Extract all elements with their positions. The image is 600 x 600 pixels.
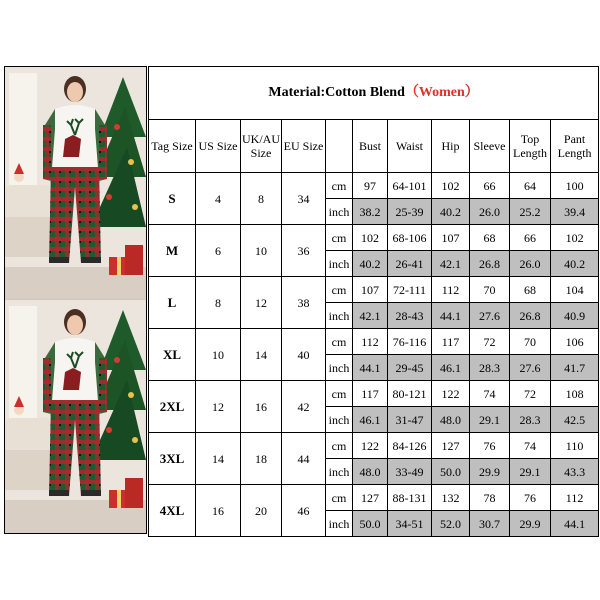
header-top-length: Top Length (510, 120, 551, 173)
header-us-size: US Size (196, 120, 241, 173)
hip-cm-cell: 122 (432, 381, 470, 407)
uk-au-size-cell: 12 (241, 277, 282, 329)
unit-inch-label: inch (326, 251, 353, 277)
top-length-cm-cell: 74 (510, 433, 551, 459)
hip-cm-cell: 117 (432, 329, 470, 355)
hip-inch-cell: 50.0 (432, 459, 470, 485)
top-length-cm-cell: 76 (510, 485, 551, 511)
unit-cm-label: cm (326, 381, 353, 407)
waist-inch-cell: 25-39 (388, 199, 432, 225)
tag-size-cell: L (149, 277, 196, 329)
us-size-cell: 4 (196, 173, 241, 225)
sleeve-cm-cell: 66 (470, 173, 510, 199)
size-row-cm (149, 277, 599, 303)
bust-inch-cell: 44.1 (353, 355, 388, 381)
sleeve-cm-cell: 68 (470, 225, 510, 251)
top-length-cm-cell: 68 (510, 277, 551, 303)
unit-cm-label: cm (326, 433, 353, 459)
waist-cm-cell: 64-101 (388, 173, 432, 199)
eu-size-cell: 40 (282, 329, 326, 381)
hip-inch-cell: 44.1 (432, 303, 470, 329)
waist-inch-cell: 26-41 (388, 251, 432, 277)
eu-size-cell: 46 (282, 485, 326, 537)
unit-inch-label: inch (326, 303, 353, 329)
bust-cm-cell: 102 (353, 225, 388, 251)
size-chart-table (148, 66, 599, 537)
top-length-cm-cell: 70 (510, 329, 551, 355)
sleeve-cm-cell: 76 (470, 433, 510, 459)
bust-inch-cell: 38.2 (353, 199, 388, 225)
pant-length-cm-cell: 112 (551, 485, 599, 511)
header-hip: Hip (432, 120, 470, 173)
size-row-cm (149, 485, 599, 511)
bust-inch-cell: 40.2 (353, 251, 388, 277)
bust-cm-cell: 97 (353, 173, 388, 199)
hip-cm-cell: 102 (432, 173, 470, 199)
hip-inch-cell: 52.0 (432, 511, 470, 537)
size-row-cm (149, 329, 599, 355)
model-illustration (5, 67, 146, 299)
size-row-cm (149, 225, 599, 251)
bust-inch-cell: 42.1 (353, 303, 388, 329)
hip-inch-cell: 42.1 (432, 251, 470, 277)
unit-inch-label: inch (326, 355, 353, 381)
pant-length-inch-cell: 40.2 (551, 251, 599, 277)
size-row-cm (149, 173, 599, 199)
waist-inch-cell: 29-45 (388, 355, 432, 381)
pant-length-cm-cell: 108 (551, 381, 599, 407)
table-title (149, 67, 599, 120)
pant-length-inch-cell: 40.9 (551, 303, 599, 329)
sleeve-cm-cell: 70 (470, 277, 510, 303)
top-length-inch-cell: 26.8 (510, 303, 551, 329)
header-waist: Waist (388, 120, 432, 173)
uk-au-size-cell: 18 (241, 433, 282, 485)
waist-inch-cell: 31-47 (388, 407, 432, 433)
product-photos (4, 66, 147, 534)
waist-cm-cell: 68-106 (388, 225, 432, 251)
header-eu-size: EU Size (282, 120, 326, 173)
header-uk-au-size: UK/AU Size (241, 120, 282, 173)
sleeve-cm-cell: 74 (470, 381, 510, 407)
us-size-cell: 14 (196, 433, 241, 485)
hip-cm-cell: 112 (432, 277, 470, 303)
hip-cm-cell: 107 (432, 225, 470, 251)
sleeve-inch-cell: 27.6 (470, 303, 510, 329)
waist-inch-cell: 28-43 (388, 303, 432, 329)
pant-length-cm-cell: 102 (551, 225, 599, 251)
material-label: Material:Cotton Blend (268, 85, 405, 100)
model-photo-front (5, 67, 146, 300)
top-length-inch-cell: 29.9 (510, 511, 551, 537)
size-row-cm (149, 433, 599, 459)
top-length-cm-cell: 64 (510, 173, 551, 199)
us-size-cell: 8 (196, 277, 241, 329)
unit-cm-label: cm (326, 485, 353, 511)
waist-cm-cell: 72-111 (388, 277, 432, 303)
unit-inch-label: inch (326, 199, 353, 225)
eu-size-cell: 38 (282, 277, 326, 329)
uk-au-size-cell: 20 (241, 485, 282, 537)
hip-inch-cell: 46.1 (432, 355, 470, 381)
hip-inch-cell: 48.0 (432, 407, 470, 433)
unit-inch-label: inch (326, 511, 353, 537)
pant-length-inch-cell: 42.5 (551, 407, 599, 433)
unit-cm-label: cm (326, 173, 353, 199)
waist-inch-cell: 33-49 (388, 459, 432, 485)
sleeve-inch-cell: 26.8 (470, 251, 510, 277)
pant-length-cm-cell: 104 (551, 277, 599, 303)
tag-size-cell: 3XL (149, 433, 196, 485)
eu-size-cell: 36 (282, 225, 326, 277)
tag-size-cell: 4XL (149, 485, 196, 537)
pant-length-cm-cell: 100 (551, 173, 599, 199)
header-unit (326, 120, 353, 173)
gender-label: （Women） (404, 85, 479, 100)
top-length-inch-cell: 28.3 (510, 407, 551, 433)
pant-length-inch-cell: 44.1 (551, 511, 599, 537)
tag-size-cell: XL (149, 329, 196, 381)
top-length-cm-cell: 72 (510, 381, 551, 407)
unit-cm-label: cm (326, 277, 353, 303)
uk-au-size-cell: 16 (241, 381, 282, 433)
pant-length-inch-cell: 41.7 (551, 355, 599, 381)
waist-cm-cell: 88-131 (388, 485, 432, 511)
eu-size-cell: 34 (282, 173, 326, 225)
bust-inch-cell: 46.1 (353, 407, 388, 433)
us-size-cell: 12 (196, 381, 241, 433)
pant-length-inch-cell: 39.4 (551, 199, 599, 225)
top-length-inch-cell: 29.1 (510, 459, 551, 485)
bust-cm-cell: 127 (353, 485, 388, 511)
top-length-inch-cell: 25.2 (510, 199, 551, 225)
sleeve-inch-cell: 30.7 (470, 511, 510, 537)
bust-cm-cell: 122 (353, 433, 388, 459)
top-length-cm-cell: 66 (510, 225, 551, 251)
sleeve-inch-cell: 28.3 (470, 355, 510, 381)
sleeve-inch-cell: 29.1 (470, 407, 510, 433)
eu-size-cell: 42 (282, 381, 326, 433)
bust-cm-cell: 112 (353, 329, 388, 355)
waist-cm-cell: 80-121 (388, 381, 432, 407)
eu-size-cell: 44 (282, 433, 326, 485)
tag-size-cell: M (149, 225, 196, 277)
pant-length-cm-cell: 110 (551, 433, 599, 459)
model-illustration (5, 300, 146, 533)
us-size-cell: 6 (196, 225, 241, 277)
model-photo-front-alt (5, 300, 146, 533)
us-size-cell: 10 (196, 329, 241, 381)
size-row-cm (149, 381, 599, 407)
hip-cm-cell: 127 (432, 433, 470, 459)
header-pant-length: Pant Length (551, 120, 599, 173)
tag-size-cell: 2XL (149, 381, 196, 433)
pant-length-cm-cell: 106 (551, 329, 599, 355)
hip-cm-cell: 132 (432, 485, 470, 511)
unit-inch-label: inch (326, 407, 353, 433)
waist-cm-cell: 84-126 (388, 433, 432, 459)
top-length-inch-cell: 26.0 (510, 251, 551, 277)
sleeve-cm-cell: 72 (470, 329, 510, 355)
bust-cm-cell: 107 (353, 277, 388, 303)
hip-inch-cell: 40.2 (432, 199, 470, 225)
header-tag-size: Tag Size (149, 120, 196, 173)
bust-cm-cell: 117 (353, 381, 388, 407)
us-size-cell: 16 (196, 485, 241, 537)
unit-cm-label: cm (326, 329, 353, 355)
pant-length-inch-cell: 43.3 (551, 459, 599, 485)
uk-au-size-cell: 14 (241, 329, 282, 381)
bust-inch-cell: 50.0 (353, 511, 388, 537)
bust-inch-cell: 48.0 (353, 459, 388, 485)
unit-inch-label: inch (326, 459, 353, 485)
sleeve-inch-cell: 29.9 (470, 459, 510, 485)
uk-au-size-cell: 8 (241, 173, 282, 225)
sleeve-inch-cell: 26.0 (470, 199, 510, 225)
tag-size-cell: S (149, 173, 196, 225)
waist-inch-cell: 34-51 (388, 511, 432, 537)
waist-cm-cell: 76-116 (388, 329, 432, 355)
sleeve-cm-cell: 78 (470, 485, 510, 511)
header-sleeve: Sleeve (470, 120, 510, 173)
uk-au-size-cell: 10 (241, 225, 282, 277)
unit-cm-label: cm (326, 225, 353, 251)
header-bust: Bust (353, 120, 388, 173)
top-length-inch-cell: 27.6 (510, 355, 551, 381)
